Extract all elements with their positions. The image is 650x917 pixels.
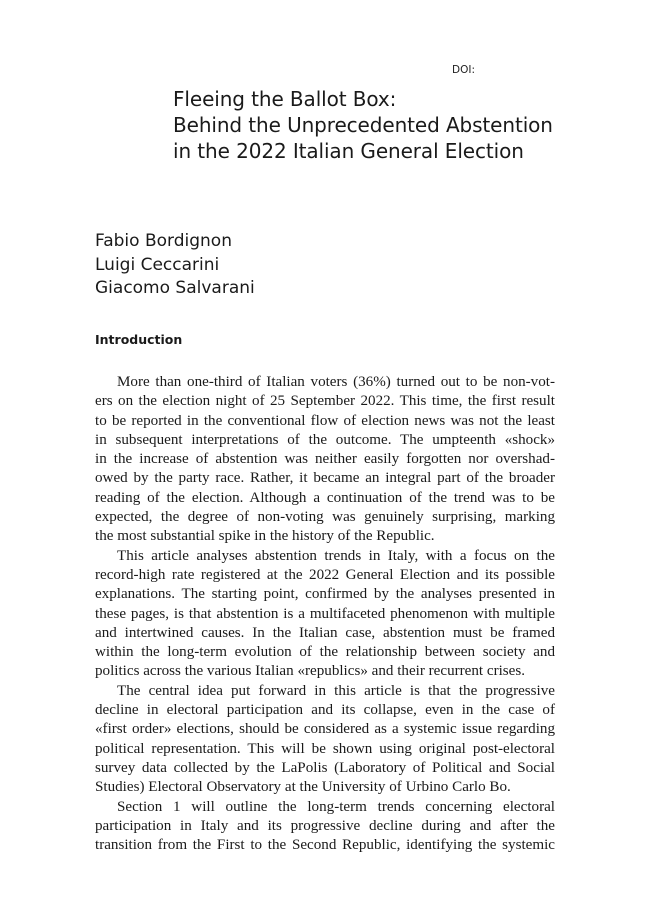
- body-line: Studies) Electoral Observatory at the University of Urbino Carlo Bo.: [95, 779, 511, 796]
- author-name: Luigi Ceccarini: [95, 254, 220, 275]
- title-line: in the 2022 Italian General Election: [173, 139, 524, 163]
- section-heading: Introduction: [95, 332, 183, 347]
- body-line: explanations. The starting point, confirmed by the analyses presented in: [95, 586, 555, 603]
- body-line: in the increase of abstention was neither easily forgotten nor overshad-: [95, 451, 555, 468]
- body-line: politics across the various Italian «republics» and their recurrent crises.: [95, 663, 526, 680]
- body-line: ers on the election night of 25 September 2022. This time, the first result: [95, 393, 555, 410]
- body-line: and intertwined causes. In the Italian case, abstention must be framed: [95, 624, 555, 641]
- body-line: in subsequent interpretations of the outcome. The umpteenth «shock»: [95, 431, 555, 448]
- author-name: Giacomo Salvarani: [95, 278, 255, 298]
- body-line: owed by the party race. Rather, it became an integral part of the broader: [95, 470, 555, 487]
- body-line: survey data collected by the LaPolis (Laboratory of Political and Social: [95, 759, 555, 776]
- body-line: This article analyses abstention trends in Italy, with a focus on the: [117, 547, 555, 564]
- body-text: [95, 373, 555, 855]
- body-line: expected, the degree of non-voting was genuinely surprising, marking: [95, 509, 555, 526]
- title-line: Behind the Unprecedented Abstention: [173, 113, 553, 137]
- author-name: Fabio Bordignon: [95, 231, 232, 251]
- body-line: record-high rate registered at the 2022 General Election and its possible: [95, 566, 555, 583]
- body-line: the most substantial spike in the history of the Republic.: [95, 528, 435, 545]
- title-line: Fleeing the Ballot Box:: [173, 87, 397, 111]
- article-title: [173, 86, 613, 164]
- body-line: to be reported in the conventional flow of election news was not the least: [95, 412, 555, 429]
- body-line: within the long-term evolution of the relationship between society and: [95, 644, 555, 661]
- body-line: «first order» elections, should be considered as a systemic issue regarding: [95, 721, 555, 738]
- body-line: political representation. This will be shown using original post-electoral: [95, 740, 555, 757]
- body-line: transition from the First to the Second Republic, identifying the systemic: [95, 837, 555, 854]
- body-line: participation in Italy and its progressive decline during and after the: [95, 817, 555, 834]
- body-line: these pages, is that abstention is a multifaceted phenomenon with multiple: [95, 605, 555, 622]
- body-line: Section 1 will outline the long-term trends concerning electoral: [117, 798, 555, 815]
- author-list: [95, 230, 255, 301]
- body-line: decline in electoral participation and its collapse, even in the case of: [95, 702, 555, 719]
- body-line: The central idea put forward in this article is that the progressive: [117, 682, 555, 699]
- body-line: reading of the election. Although a continuation of the trend was to be: [95, 489, 555, 506]
- doi-label: DOI:: [452, 64, 475, 76]
- body-line: More than one-third of Italian voters (36%) turned out to be non-vot-: [117, 374, 555, 390]
